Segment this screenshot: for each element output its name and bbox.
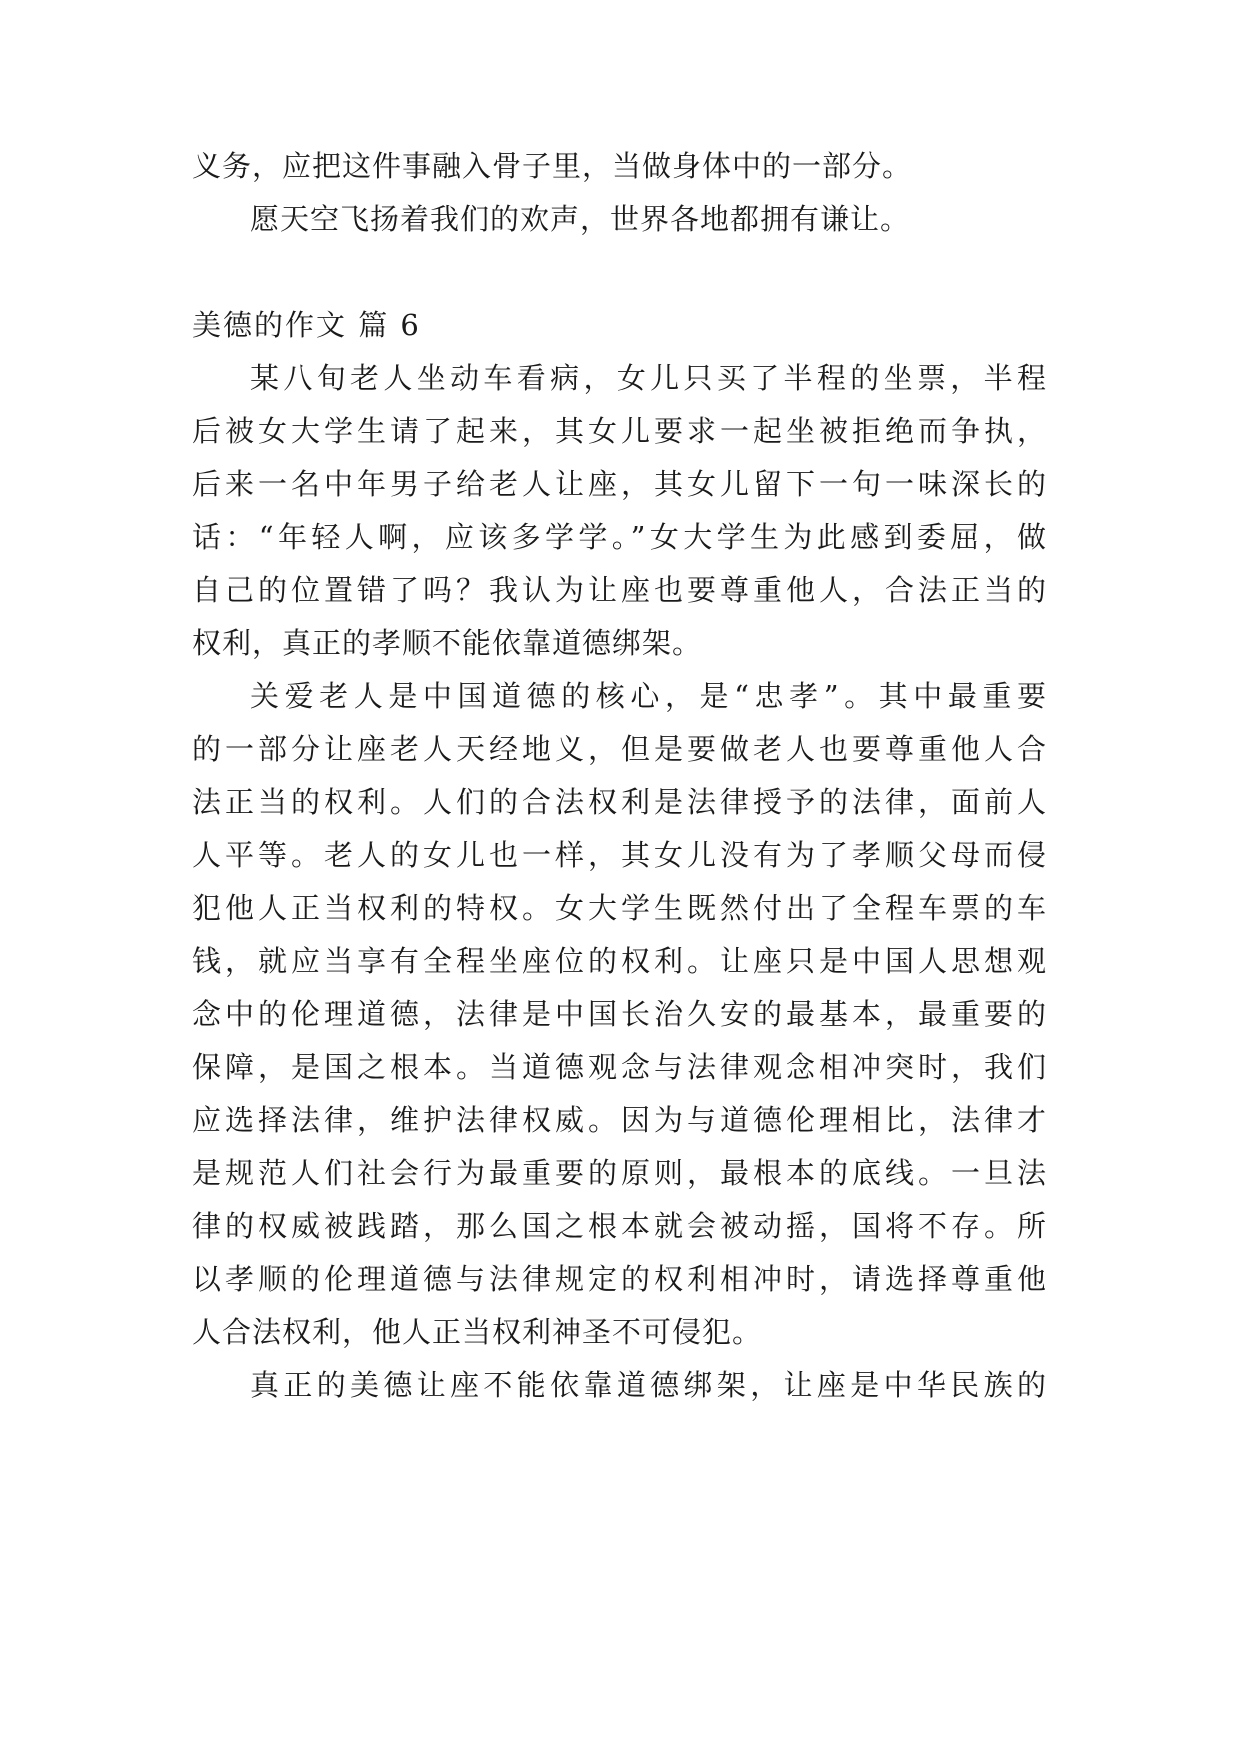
text-line: 愿天空飞扬着我们的欢声，世界各地都拥有谦让。 xyxy=(250,202,911,236)
text-line: 钱，就应当享有全程坐座位的权利。让座只是中国人思想观 xyxy=(192,944,1046,978)
text-line: 人合法权利，他人正当权利神圣不可侵犯。 xyxy=(192,1315,763,1349)
text-line: 关爱老人是中国道德的核心，是“忠孝”。其中最重要 xyxy=(250,679,1046,713)
text-line: 以孝顺的伦理道德与法律规定的权利相冲时，请选择尊重他 xyxy=(192,1262,1046,1296)
text-line: 念中的伦理道德，法律是中国长治久安的最基本，最重要的 xyxy=(192,997,1046,1031)
text-line: 人平等。老人的女儿也一样，其女儿没有为了孝顺父母而侵 xyxy=(192,838,1046,872)
text-line: 律的权威被践踏，那么国之根本就会被动摇，国将不存。所 xyxy=(192,1209,1046,1243)
text-line: 保障，是国之根本。当道德观念与法律观念相冲突时，我们 xyxy=(192,1050,1046,1084)
text-line: 犯他人正当权利的特权。女大学生既然付出了全程车票的车 xyxy=(192,891,1046,925)
text-line: 话：“年轻人啊，应该多学学。”女大学生为此感到委屈，做 xyxy=(192,520,1046,554)
text-line: 法正当的权利。人们的合法权利是法律授予的法律，面前人 xyxy=(192,785,1046,819)
section-heading: 美德的作文 篇 6 xyxy=(192,308,421,342)
text-line: 是规范人们社会行为最重要的原则，最根本的底线。一旦法 xyxy=(192,1156,1046,1190)
text-line: 的一部分让座老人天经地义，但是要做老人也要尊重他人合 xyxy=(192,732,1046,766)
text-line: 后来一名中年男子给老人让座，其女儿留下一句一味深长的 xyxy=(192,467,1046,501)
text-line: 某八旬老人坐动车看病，女儿只买了半程的坐票，半程 xyxy=(250,361,1046,395)
text-line: 真正的美德让座不能依靠道德绑架，让座是中华民族的 xyxy=(250,1368,1046,1402)
text-line: 义务，应把这件事融入骨子里，当做身体中的一部分。 xyxy=(192,149,913,183)
text-line: 权利，真正的孝顺不能依靠道德绑架。 xyxy=(192,626,703,660)
text-line: 后被女大学生请了起来，其女儿要求一起坐被拒绝而争执， xyxy=(192,414,1046,448)
text-line: 自己的位置错了吗？我认为让座也要尊重他人，合法正当的 xyxy=(192,573,1046,607)
text-line: 应选择法律，维护法律权威。因为与道德伦理相比，法律才 xyxy=(192,1103,1046,1137)
